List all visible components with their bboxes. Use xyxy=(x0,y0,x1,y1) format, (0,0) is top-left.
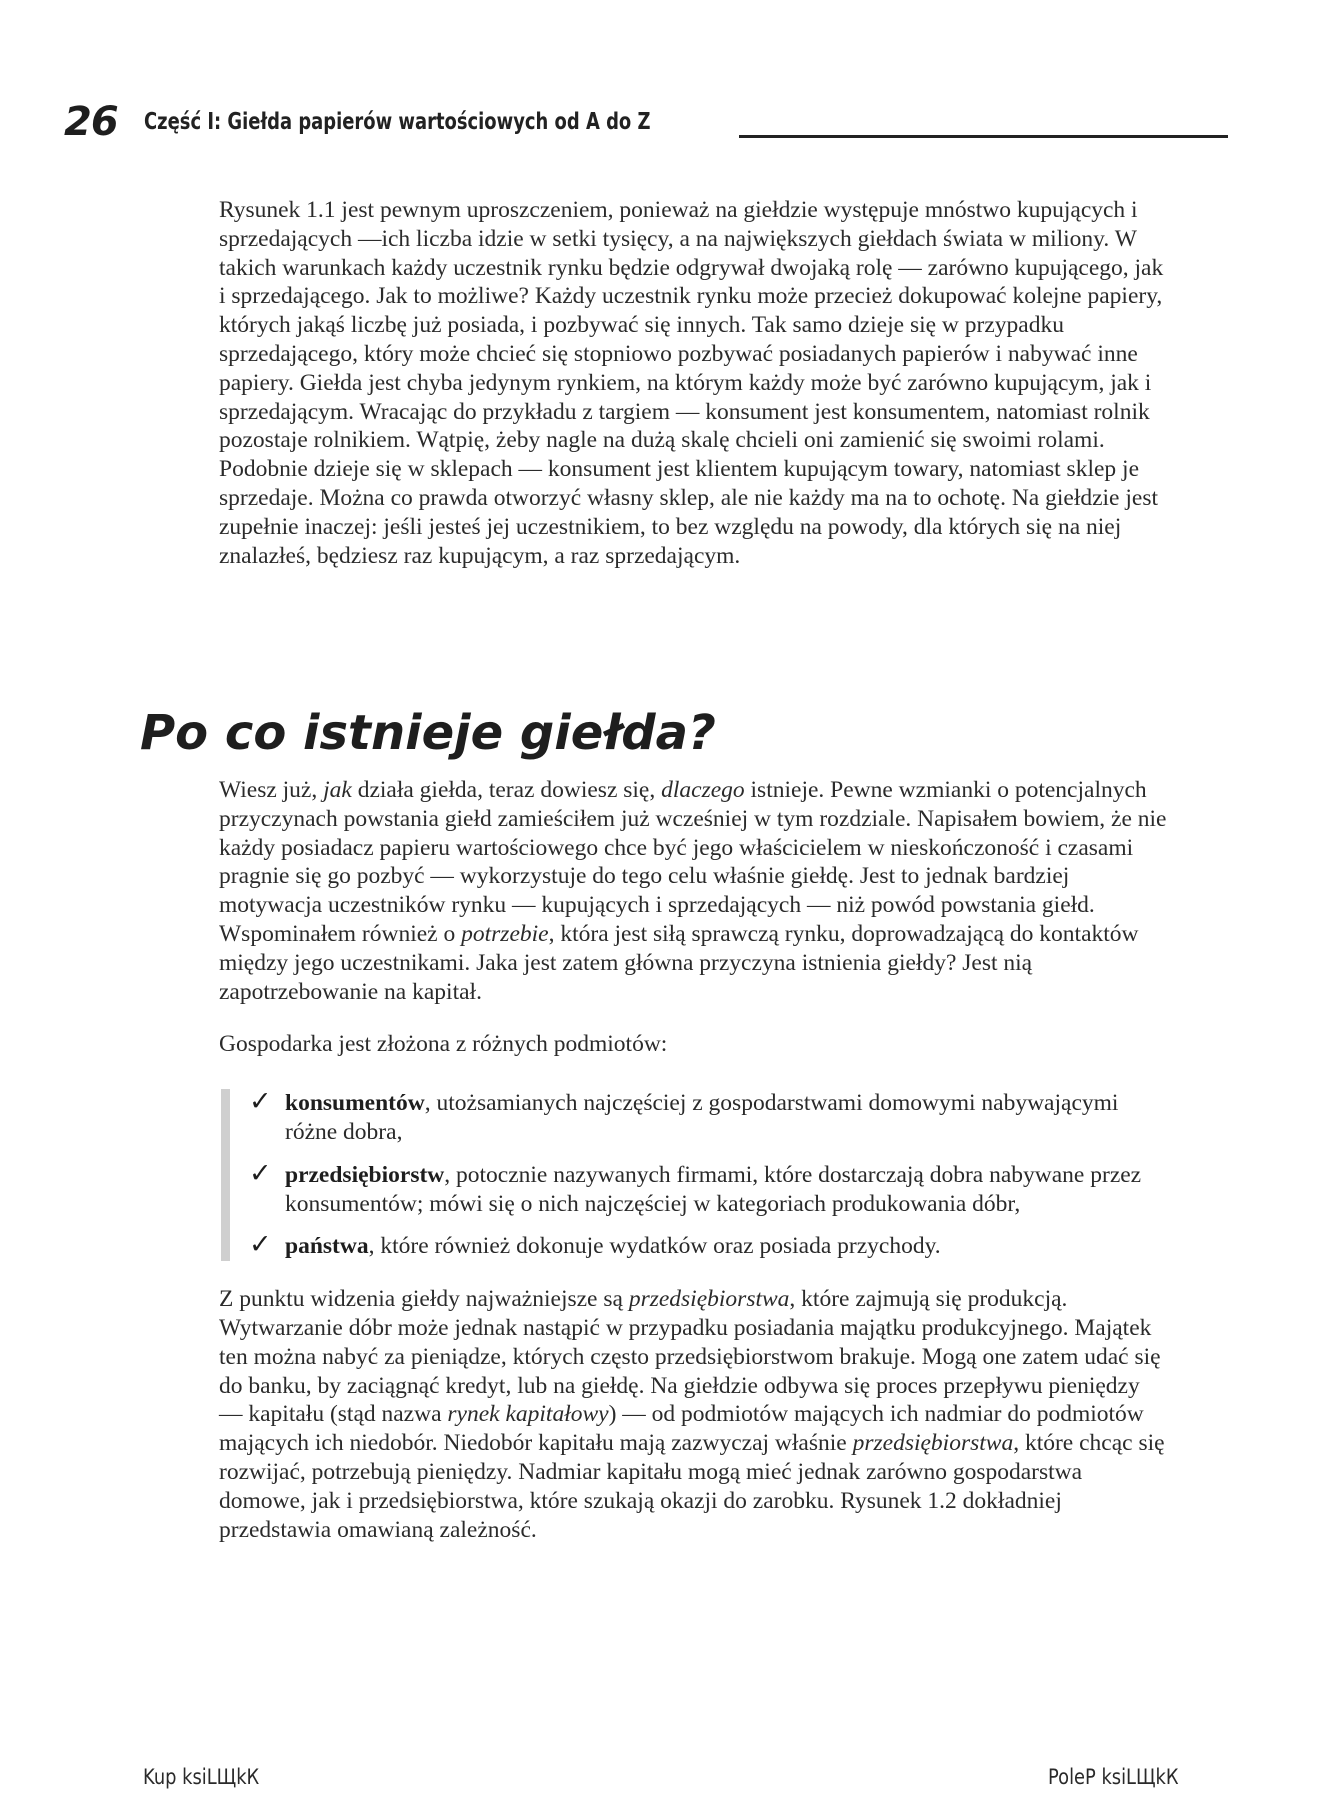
page-header xyxy=(64,98,1164,148)
section-heading: Po co istnieje giełda? xyxy=(140,705,716,761)
page-number: 26 xyxy=(64,99,118,145)
entity-list xyxy=(219,1086,1169,1261)
list-item: ✓ państwa, które również dokonuje wydatków oraz posiada przychody. xyxy=(249,1229,941,1261)
running-title: Część I: Giełda papierów wartościowych od A do Z xyxy=(144,109,651,135)
paragraph-3: Gospodarka jest złożona z różnych podmiotów: xyxy=(219,1031,668,1058)
checkmark-icon: ✓ xyxy=(249,1157,272,1189)
header-rule xyxy=(739,135,1228,138)
list-item: ✓ konsumentów, utożsamianych najczęściej z gospodarstwami domowymi nabywającymi różne dobra, xyxy=(249,1086,1119,1145)
section-body xyxy=(219,776,1169,1544)
list-sidebar-bar xyxy=(221,1089,230,1261)
intro-text xyxy=(219,196,1169,570)
checkmark-icon: ✓ xyxy=(249,1086,272,1118)
footer-recommend-link[interactable]: PoleP ksiLЩkК xyxy=(1048,1765,1179,1789)
list-item: ✓ przedsiębiorstw, potocznie nazywanych firmami, które dostarczają dobra nabywane przez konsumentów; mówi się o nich najczęściej w kategoriach produkowania dóbr, xyxy=(249,1157,1142,1217)
checkmark-icon: ✓ xyxy=(249,1229,272,1261)
paragraph-2: Wiesz już, jak działa giełda, teraz dowiesz się, dlaczego istnieje. Pewne wzmianki o potencjalnych przyczynach powstania giełd zamieściłem już wcześniej w tym rozdziale. Napisałem bowiem, że nie każdy posiadacz papieru wartościowego chce być jego właścicielem w nieskończoność i czasami pragnie się go pozbyć — wykorzystuje do tego celu właśnie giełdę. Jest to jednak bardziej motywacja uczestników rynku — kupujących i sprzedających — niż powód powstania giełd. Wspominałem również o potrzebie, która jest siłą sprawczą rynku, doprowadzającą do kontaktów między jego uczestnikami. Jaka jest zatem główna przyczyna istnienia giełdy? Jest nią zapotrzebowanie na kapitał. xyxy=(219,777,1167,1005)
paragraph-1: Rysunek 1.1 jest pewnym uproszczeniem, ponieważ na giełdzie występuje mnóstwo kupujących i sprzedających —ich liczba idzie w setki tysięcy, a na największych giełdach świata w miliony. W takich warunkach każdy uczestnik rynku będzie odgrywał dwojaką rolę — zarówno kupującego, jak i sprzedającego. Jak to możliwe? Każdy uczestnik rynku może przecież dokupować kolejne papiery, których jakąś liczbę już posiada, i pozbywać się innych. Tak samo dzieje się w przypadku sprzedającego, który może chcieć się stopniowo pozbywać posiadanych papierów i nabywać inne papiery. Giełda jest chyba jedynym rynkiem, na którym każdy może być zarówno kupującym, jak i sprzedającym. Wracając do przykładu z targiem — konsument jest konsumentem, natomiast rolnik pozostaje rolnikiem. Wątpię, żeby nagle na dużą skalę chcieli oni zamienić się swoimi rolami. Podobnie dzieje się w sklepach — konsument jest klientem kupującym towary, natomiast sklep je sprzedaje. Można co prawda otworzyć własny sklep, ale nie każdy ma na to ochotę. Na giełdzie jest zupełnie inaczej: jeśli jesteś jej uczestnikiem, to bez względu na powody, dla których się na niej znalazłeś, będziesz raz kupującym, a raz sprzedającym. xyxy=(219,197,1164,569)
paragraph-4: Z punktu widzenia giełdy najważniejsze są przedsiębiorstwa, które zajmują się produkcją. Wytwarzanie dóbr może jednak nastąpić w przypadku posiadania majątku produkcyjnego. Majątek ten można nabyć za pieniądze, których często przedsiębiorstwom brakuje. Mogą one zatem udać się do banku, by zaciągnąć kredyt, lub na giełdę. Na giełdzie odbywa się proces przepływu pieniędzy — kapitału (stąd nazwa rynek kapitałowy) — od podmiotów mających ich nadmiar do podmiotów mających ich niedobór. Niedobór kapitału mają zazwyczaj właśnie przedsiębiorstwa, które chcąc się rozwijać, potrzebują pieniędzy. Nadmiar kapitału mogą mieć jednak zarówno gospodarstwa domowe, jak i przedsiębiorstwa, które szukają okazji do zarobku. Rysunek 1.2 dokładniej przedstawia omawianą zależność. xyxy=(219,1286,1165,1543)
footer-buy-link[interactable]: Kup ksiLЩkК xyxy=(143,1765,260,1789)
